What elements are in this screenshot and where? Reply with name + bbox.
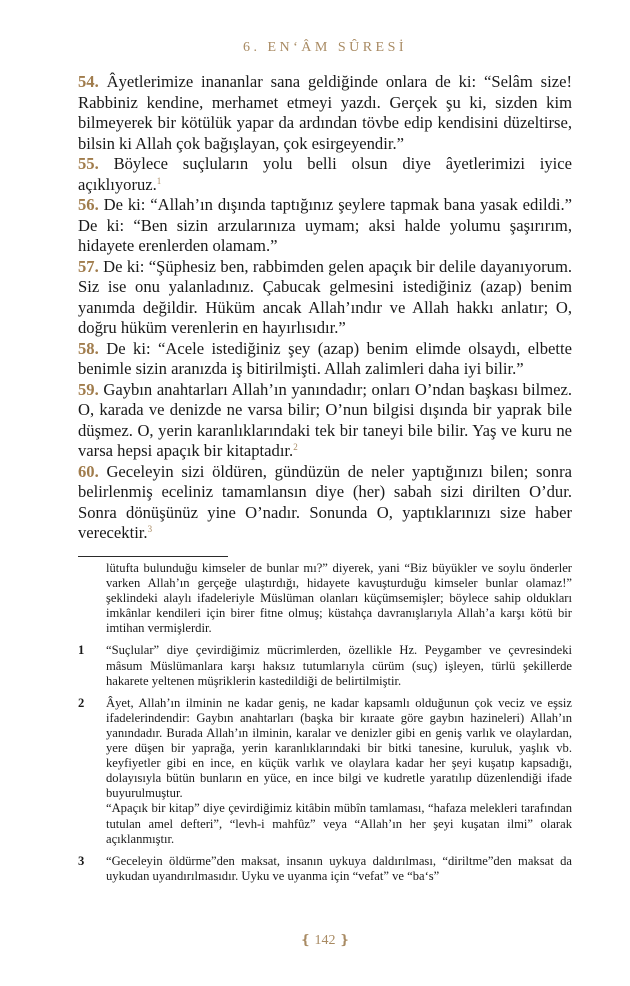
footnote-text: “Geceleyin öldürme”den maksat, insanın uykuya daldırılması, “diriltme”den maksat da uykudan uyandırılmasıdır. Uyku ve uyanma için “vefat” ve “ba‘s” [106,853,572,883]
verse-text: Gaybın anahtarları Allah’ın yanındadır; onları O’ndan başkası bilmez. O, karada ve denizde ne varsa bilir; O’nun bilgisi dışında bir yaprak bile düşmez. O, yerin karanlıklarındaki tek bir taneyi bile bilir. Yaş ve kuru ne varsa hepsi apaçık bir kitaptadır. [78,379,572,460]
verse-number: 54. [78,72,99,91]
verse-number: 57. [78,256,99,276]
book-page [78,0,572,986]
footnote-text: lütufta bulunduğu kimseler de bunlar mı?” diyerek, yani “Biz büyükler ve soylu önderler varken Allah’ın gerçeğe ulaştırdığı, hidayete kavuşturduğu kimseler bunlar olamaz!” şeklindeki alaylı ifadeleriyle Müslüman olanları küçümsemişler; böylece sahip oldukları imkânlar kendileri için birer fitne olmuş; küstahça davranışlarıyla Allah’a karşı kötü bir imtihan vermişlerdir. [106,561,572,636]
verse-number: 60. [78,461,99,481]
footnote-ref[interactable]: 2 [293,442,298,452]
verse-text: De ki: “Allah’ın dışında taptığınız şeylere tapmak bana yasak edildi.” De ki: “Ben sizin arzularınıza uymam; aksi halde yolumu şaşırırım, hidayete erenlerden olamam.” [78,195,572,255]
footnote [78,643,572,688]
footnote-ref[interactable]: 1 [156,175,162,186]
page-number [78,932,572,949]
verse [78,339,572,380]
footnote-ref[interactable]: 3 [147,524,153,534]
verse-text: Böylece suçluların yolu belli olsun diye âyetlerimizi iyice açıklıyoruz. [78,154,572,194]
verse-text: De ki: “Şüphesiz ben, rabbimden gelen apaçık bir delile dayanıyorum. Siz ise onu yalanladınız. Çabucak gelmesini istediğiniz (azap) benim yanımda değildir. Hüküm ancak Allah’ındır ve Allah hakkı anlatır; O, doğru hüküm verenlerin en hayırlısıdır.” [78,256,573,337]
verse [78,462,572,544]
verse-number: 58. [78,338,99,358]
running-head: 6. EN‘ÂM SÛRESİ [242,40,408,55]
footnote-text: “Apaçık bir kitap” diye çevirdiğimiz kitâbin mübîn tamlaması, “hafaza melekleri tarafından tutulan amel defteri”, “levh-i mahfûz” veya “Allah’ın her şeyi kuşatan ilmi” olarak açıklanmıştır. [106,801,572,846]
footnote [78,696,572,847]
footnote-number: 3 [78,853,85,868]
footnote-list [78,561,572,891]
verse [78,154,572,195]
footnote-number: 2 [78,695,85,710]
footnote-continued [78,561,572,636]
folio-ornament-right-icon: ❵ [339,932,350,947]
verse-number: 55. [78,154,99,173]
verse-number: 59. [78,379,99,399]
footnote-number: 1 [78,643,85,658]
verse-text: Geceleyin sizi öldüren, gündüzün de neler yaptığınızı bilen; sonra belirlenmiş eceliniz tamamlansın diye (her) sabah sizi dirilten O’dur. Sonra dönüşünüz yine O’nadır. Sonunda O, yaptıklarınızı size haber verecektir. [78,461,572,542]
footnote [78,854,572,884]
verse-number: 56. [78,195,99,214]
verse [78,72,572,154]
folio-ornament-left-icon: ❴ [300,932,311,947]
verse [78,195,572,257]
verse-text: De ki: “Acele istediğiniz şey (azap) benim elimde olsaydı, elbette benimle sizin aranızda iş bitirilmişti. Allah zalimleri daha iyi bilir.” [78,338,572,378]
page-number-value: 142 [314,933,336,948]
footnote-text: Âyet, Allah’ın ilminin ne kadar geniş, ne kadar kapsamlı olduğunun çok veciz ve eşsiz ifadelerindendir: Gaybın anahtarları (başka bir kıraate göre gaybın hazineleri) Allah’ın yanındadır. Burada Allah’ın ilminin, karalar ve denizler gibi en geniş varlık ve olaylardan, yere düşen bir yaprağa, yerin karanlıklarındaki bir bitki tanesine, kuruluk, yaşlık vb. keyfiyetler gibi en ince, en küçük varlık ve olaylara kadar her şeyi kuşatıp kapsadığı, dolayısıyla bütün bunların en yüce, en ince bilgi ve kudretle yaratılıp düzenlendiği ifade buyurulmuştur. [106,695,572,801]
footnote-divider [78,556,228,557]
footnote-text: “Suçlular” diye çevirdiğimiz mücrimlerden, özellikle Hz. Peygamber ve çevresindeki mâsum Müslümanlara karşı haksız tutumlarıyla cürüm (suç) işleyen, türlü şekillerde hakarete yeltenen müşriklerin kastedildiği de belirtilmiştir. [106,643,572,688]
verse [78,380,572,462]
verse [78,257,572,339]
verse-list [78,72,572,544]
verse-text: Âyetlerimize inananlar sana geldiğinde onlara de ki: “Selâm size! Rabbiniz kendine, merhamet etmeyi yazdı. Gerçek şu ki, sizden kim bilmeyerek bir kötülük yapar da ardından tövbe edip kendisini düzeltirse, bilsin ki Allah çok bağışlayan, çok esirgeyendir.” [78,72,572,153]
